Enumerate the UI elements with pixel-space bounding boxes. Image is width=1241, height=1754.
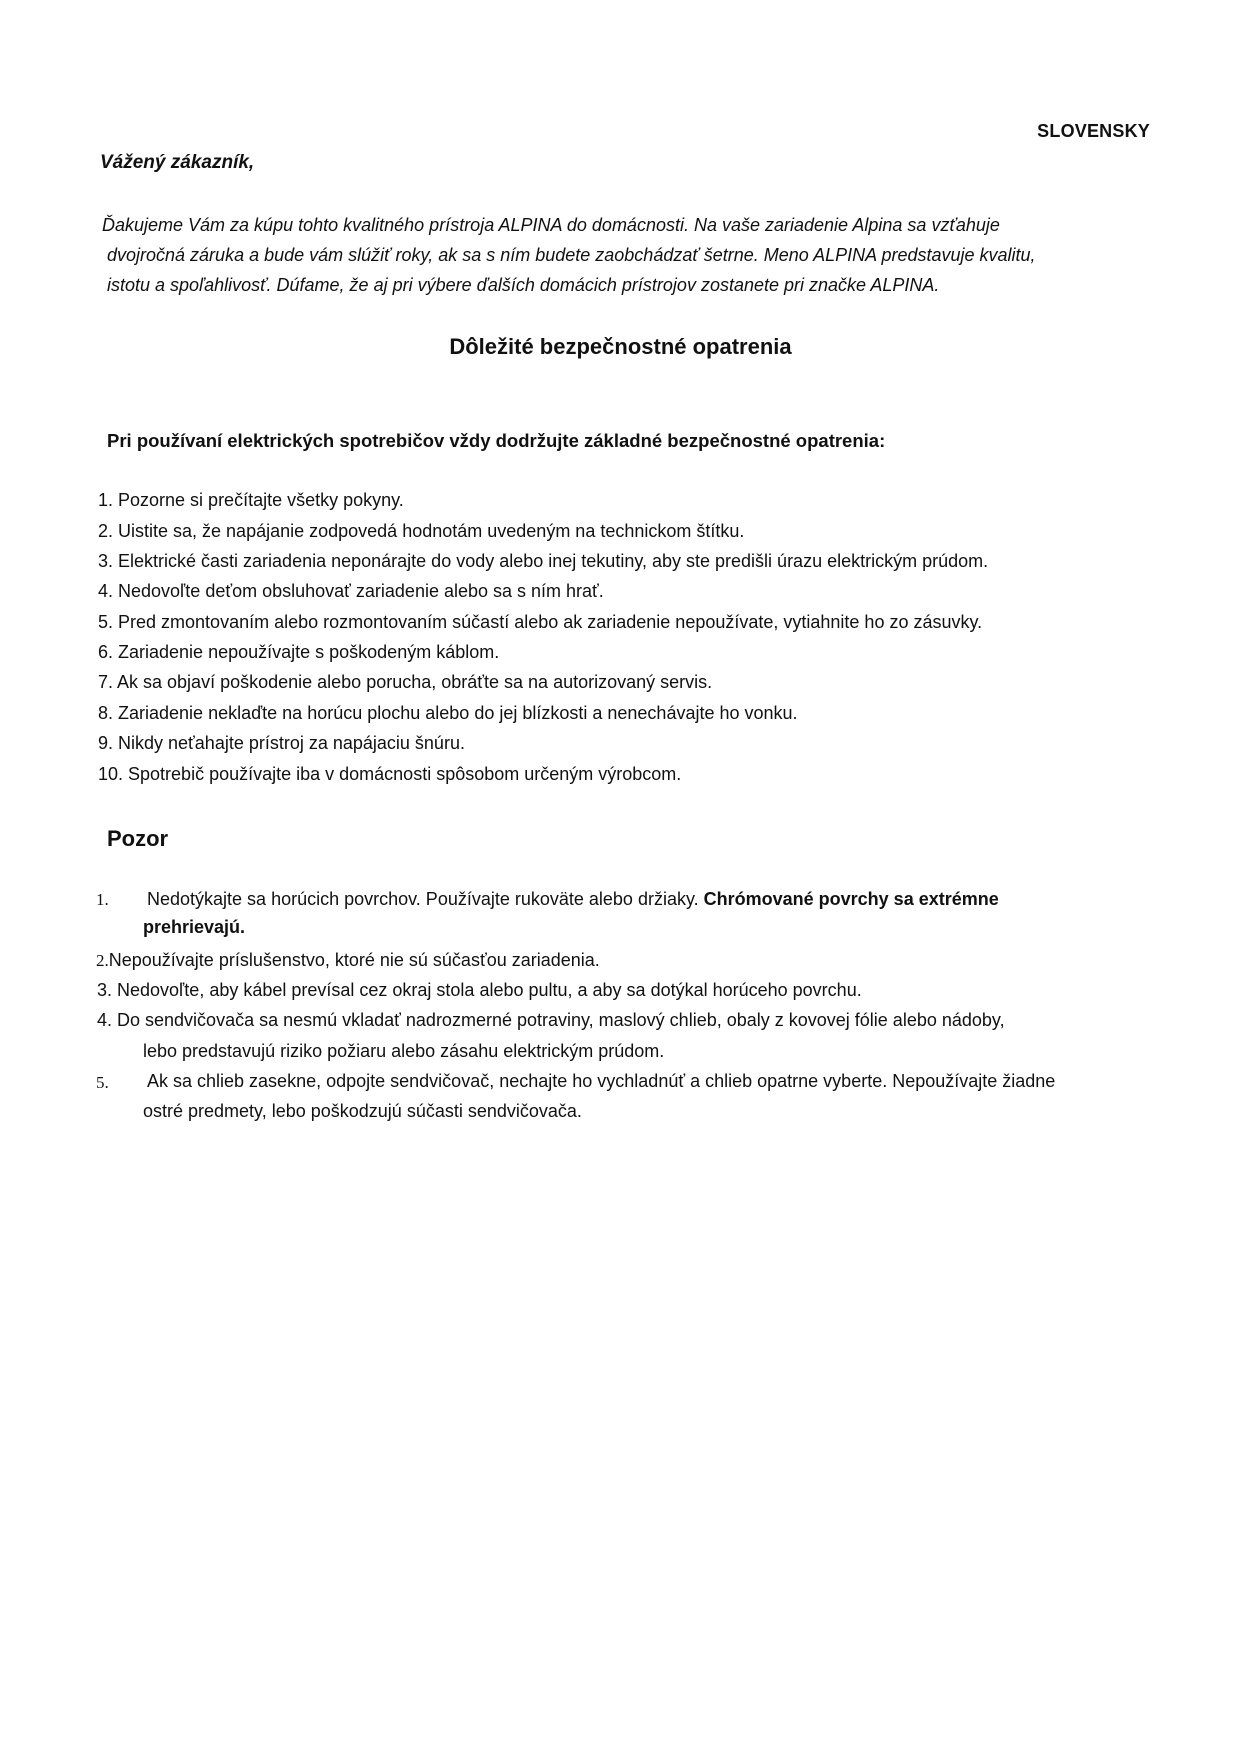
safety-heading: Dôležité bezpečnostné opatrenia: [449, 334, 792, 359]
list-item: 2. Uistite sa, že napájanie zodpovedá hodnotám uvedeným na technickom štítku.: [98, 521, 745, 541]
list-number: 2.: [96, 951, 109, 970]
list-number: 1.: [96, 890, 109, 909]
list-item: 3. Nedovoľte, aby kábel prevísal cez okraj stola alebo pultu, a aby sa dotýkal horúceho povrchu.: [97, 980, 862, 1000]
list-item: 4. Do sendvičovača sa nesmú vkladať nadrozmerné potraviny, maslový chlieb, obaly z kovovej fólie alebo nádoby,: [97, 1010, 1005, 1030]
list-item: 3. Elektrické časti zariadenia neponárajte do vody alebo inej tekutiny, aby ste predišli úrazu elektrickým prúdom.: [98, 551, 989, 571]
list-item: 8. Zariadenie neklaďte na horúcu plochu alebo do jej blízkosti a nenechávajte ho vonku.: [98, 703, 798, 723]
list-item: [96, 950, 600, 971]
list-item-continuation: ostré predmety, lebo poškodzujú súčasti sendvičovača.: [143, 1101, 582, 1121]
precautions-intro: Pri používaní elektrických spotrebičov vždy dodržujte základné bezpečnostné opatrenia:: [107, 430, 886, 451]
list-number: 5.: [96, 1073, 109, 1092]
list-item: 5. Pred zmontovaním alebo rozmontovaním súčastí alebo ak zariadenie nepoužívate, vytiahnite ho zo zásuvky.: [98, 612, 983, 632]
list-item: 6. Zariadenie nepoužívajte s poškodeným káblom.: [98, 642, 500, 662]
list-item: 9. Nikdy neťahajte prístroj za napájaciu šnúru.: [98, 733, 465, 753]
list-item: 10. Spotrebič používajte iba v domácnosti spôsobom určeným výrobcom.: [98, 764, 682, 784]
language-label: SLOVENSKY: [1037, 121, 1150, 141]
list-item: 4. Nedovoľte deťom obsluhovať zariadenie alebo sa s ním hrať.: [98, 581, 604, 601]
intro-paragraph-line: istotu a spoľahlivosť. Dúfame, že aj pri výbere ďalších domácich prístrojov zostanete pri značke ALPINA.: [107, 275, 940, 295]
intro-paragraph-line: Ďakujeme Vám za kúpu tohto kvalitného prístroja ALPINA do domácnosti. Na vaše zariadenie Alpina sa vzťahuje: [102, 215, 1000, 235]
list-item-emphasis: prehrievajú.: [143, 917, 246, 937]
list-item-text: Nepoužívajte príslušenstvo, ktoré nie sú súčasťou zariadenia.: [108, 950, 600, 970]
greeting: Vážený zákazník,: [100, 152, 255, 173]
list-item: 1. Pozorne si prečítajte všetky pokyny.: [98, 490, 404, 510]
list-item-emphasis: Chrómované povrchy sa extrémne: [703, 889, 999, 909]
list-item: [147, 889, 999, 910]
list-item: 7. Ak sa objaví poškodenie alebo porucha, obráťte sa na autorizovaný servis.: [98, 672, 713, 692]
intro-paragraph-line: dvojročná záruka a bude vám slúžiť roky, ak sa s ním budete zaobchádzať šetrne. Meno ALPINA predstavuje kvalitu,: [107, 245, 1036, 265]
list-item: Ak sa chlieb zasekne, odpojte sendvičovač, nechajte ho vychladnúť a chlieb opatrne vyberte. Nepoužívajte žiadne: [147, 1071, 1056, 1091]
warning-heading: Pozor: [107, 826, 169, 851]
list-item-continuation: lebo predstavujú riziko požiaru alebo zásahu elektrickým prúdom.: [143, 1041, 665, 1061]
list-item-text: Nedotýkajte sa horúcich povrchov. Používajte rukoväte alebo držiaky.: [147, 889, 699, 909]
